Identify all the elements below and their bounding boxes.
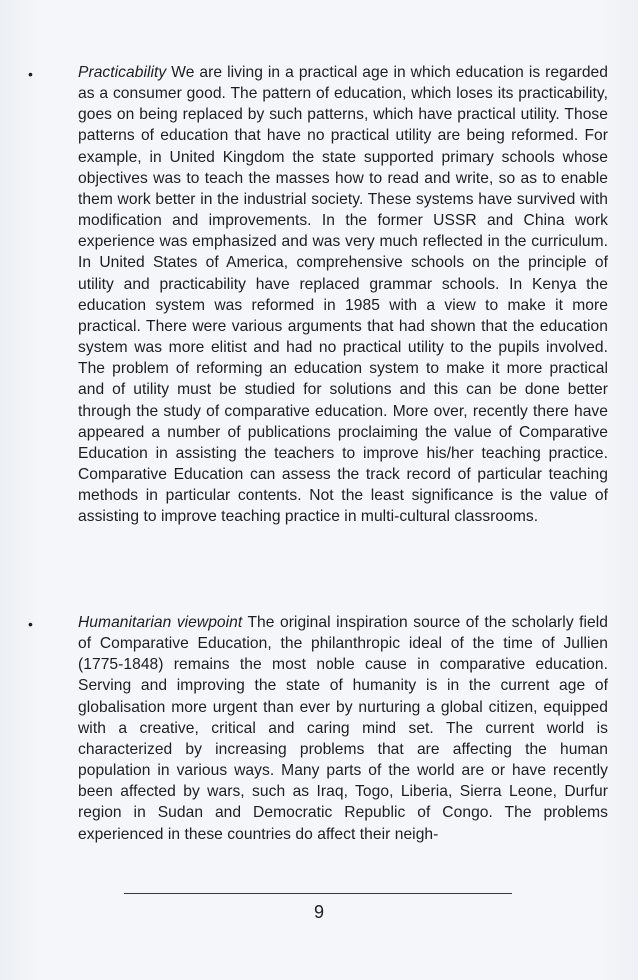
bullet-paragraph (78, 612, 608, 845)
footer-rule (124, 893, 512, 894)
bullet-term: Humanitarian viewpoint (78, 614, 243, 631)
bullet-text: The original inspiration source of the scholarly field of Comparative Education, the philanthropic ideal of the time of Jullien (1775-1848) remains the most noble cause in comparative education. Serving and improving the state of humanity is in the current age of globalisation more urgent than ever by nurturing a global citizen, equipped with a creative, critical and caring mind set. The current world is characterized by increasing problems that are affecting the human population in various ways. Many parts of the world are or have recently been affected by wars, such as Iraq, Togo, Liberia, Sierra Leone, Durfur region in Sudan and Democratic Republic of Congo. The problems experienced in these countries do affect their neigh- (78, 614, 608, 843)
bullet-marker: • (28, 66, 33, 82)
bullet-item-practicability (28, 62, 608, 527)
bullet-item-humanitarian-viewpoint (28, 612, 608, 845)
page-number: 9 (313, 902, 324, 922)
bullet-text: We are living in a practical age in which education is regarded as a consumer good. The pattern of education, which loses its practicability, goes on being replaced by such patterns, which have practical utility. Those patterns of education that have no practical utility are being reformed. For example, in United Kingdom the state supported primary schools whose objectives was to teach the masses how to read and write, so as to enable them work better in the industrial society. These systems have survived with modification and improvements. In the former USSR and China work experience was emphasized and was very much reflected in the curriculum. In United States of America, comprehensive schools on the principle of utility and practicability have replaced grammar schools. In Kenya the education system was reformed in 1985 with a view to make it more practical. There were various arguments that had shown that the education system was more elitist and had no practical utility to the pupils involved. The problem of reforming an education system to make it more practical and of utility must be studied for solutions and this can be done better through the study of comparative education. More over, recently there have appeared a number of publications proclaiming the value of Comparative Education in assisting the teachers to improve his/her teaching practice. Comparative Education can assess the track record of particular teaching methods in particular contents. Not the least significance is the value of assisting to improve teaching practice in multi-cultural classrooms. (78, 64, 608, 526)
bullet-marker: • (28, 616, 33, 632)
bullet-paragraph (78, 62, 608, 527)
bullet-term: Practicability (78, 64, 167, 81)
